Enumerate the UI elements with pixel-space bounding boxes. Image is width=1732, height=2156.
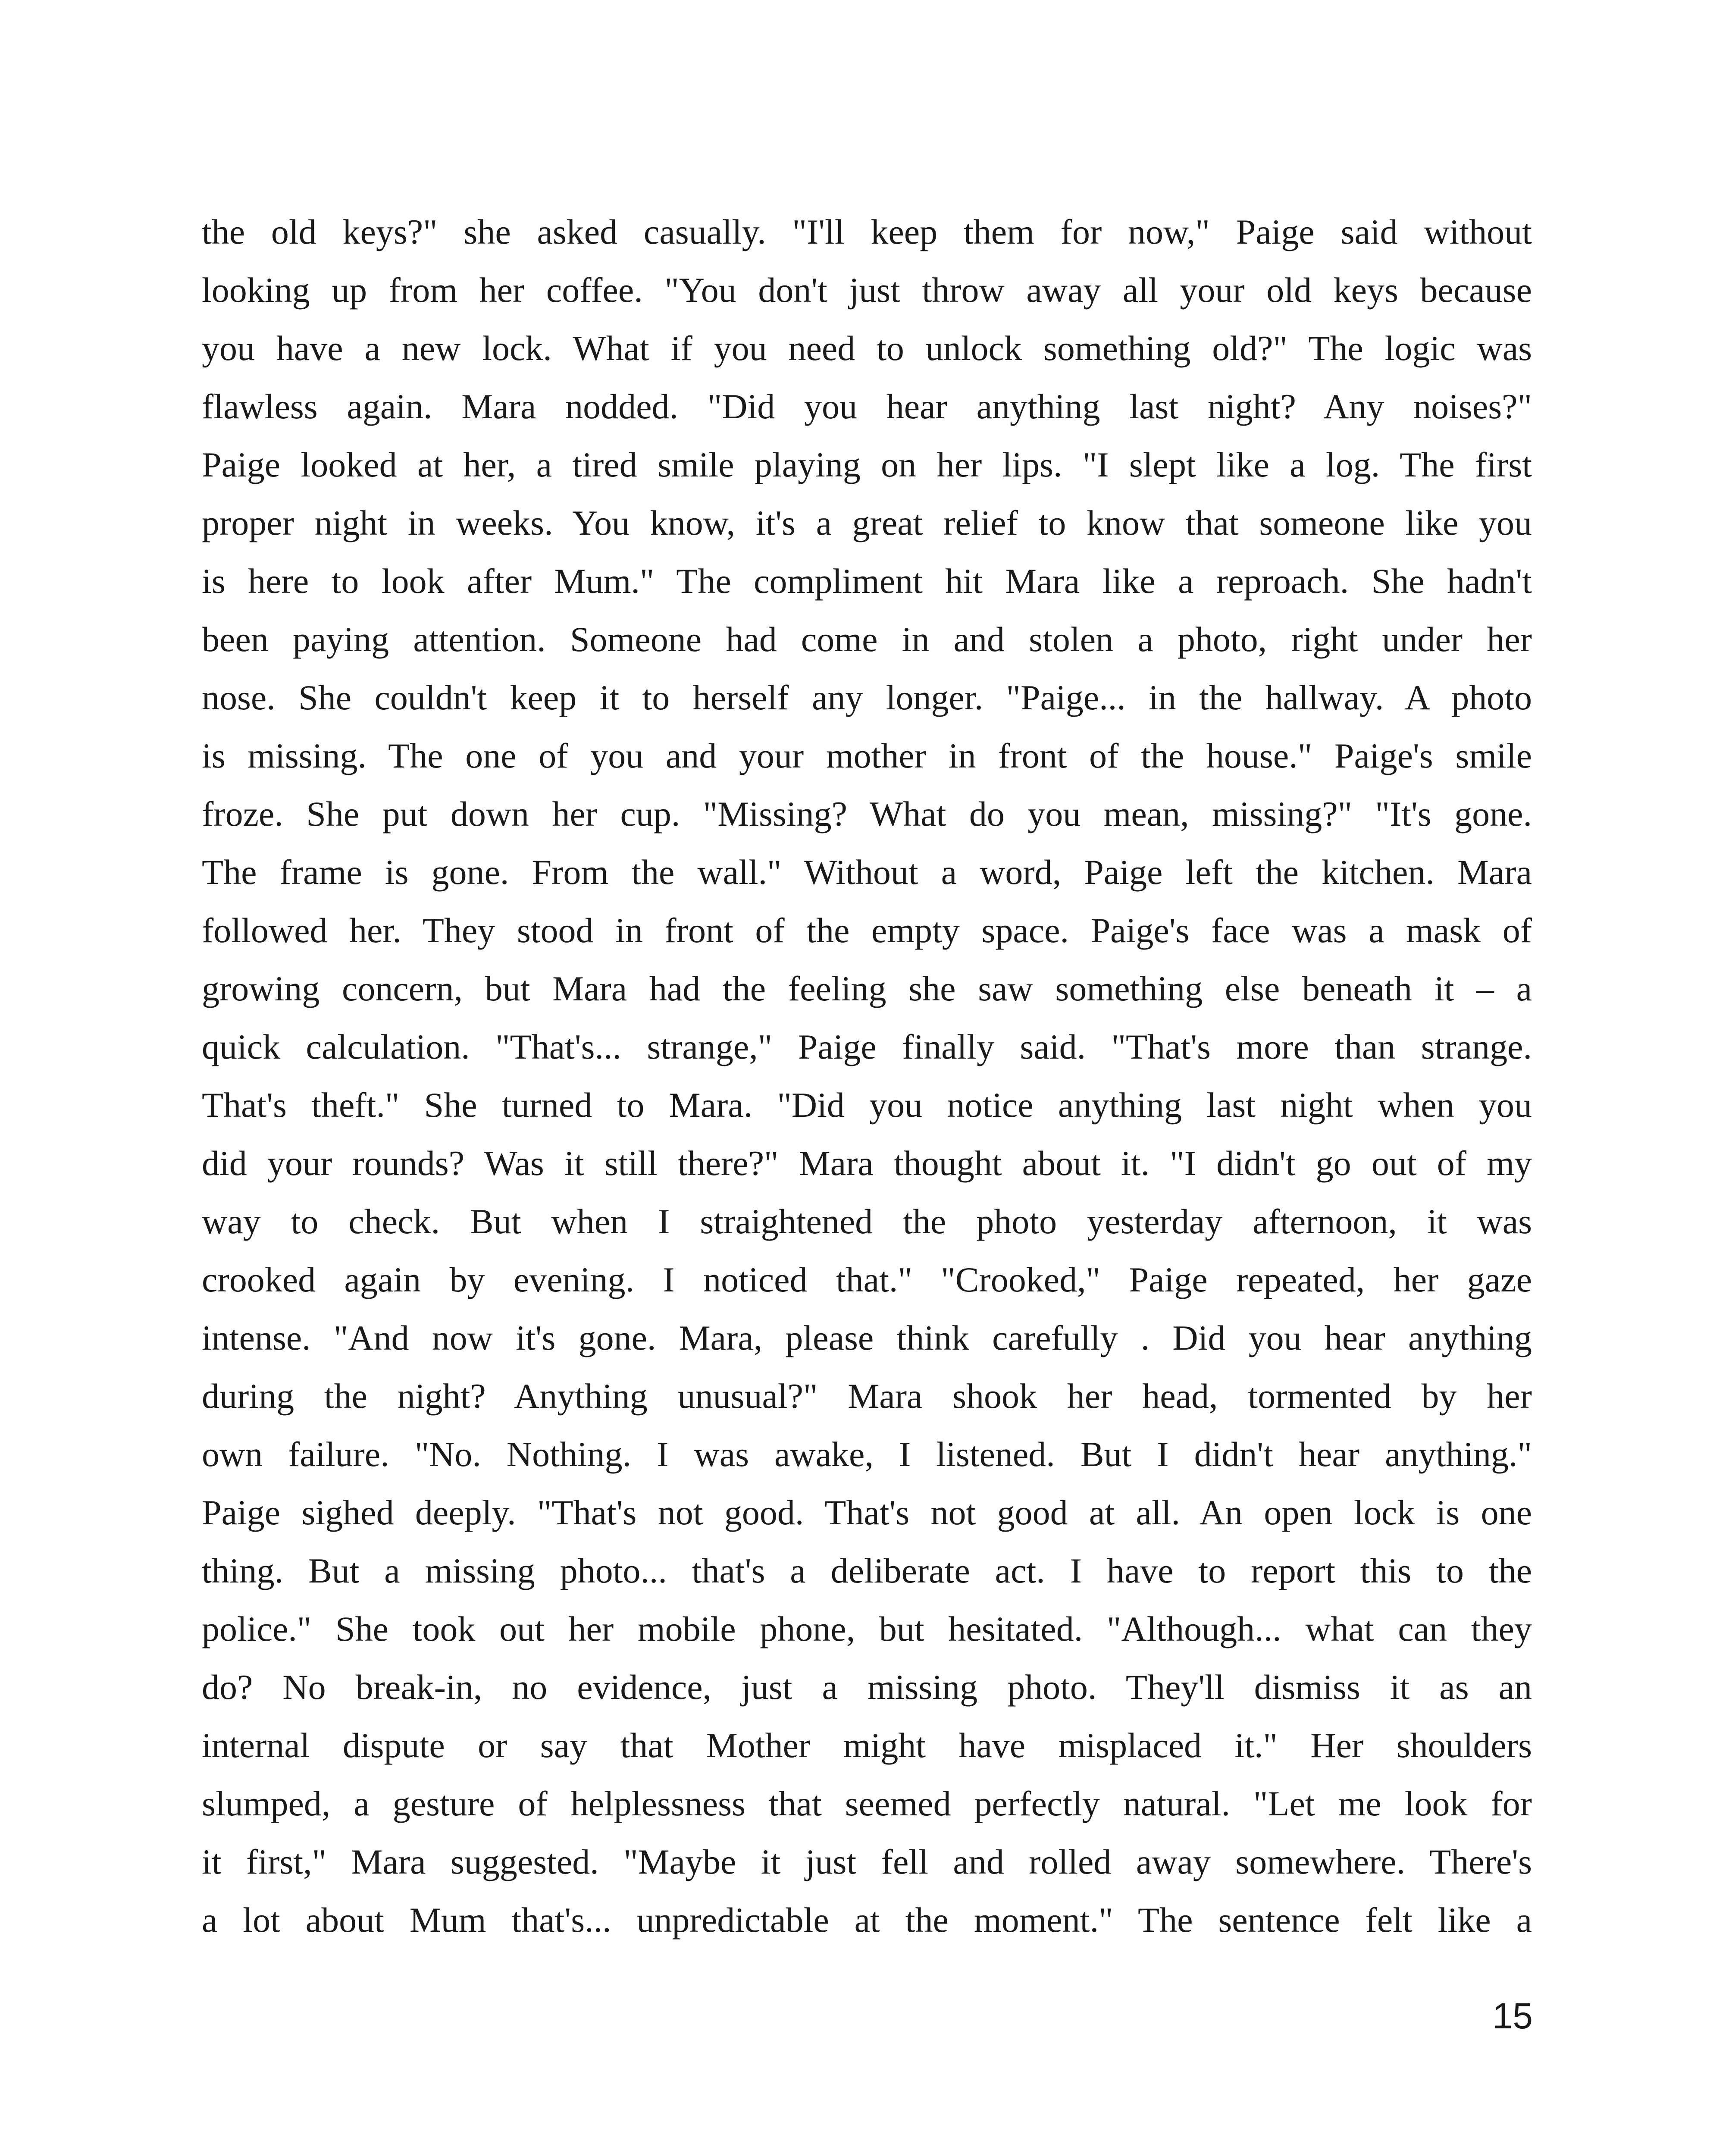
text-line: been paying attention. Someone had come in and stolen a photo, right under her: [202, 620, 1532, 659]
text-line: crooked again by evening. I noticed that." "Crooked," Paige repeated, her gaze: [202, 1260, 1532, 1299]
text-line: police." She took out her mobile phone, but hesitated. "Although... what can they: [202, 1609, 1532, 1648]
text-line: it first," Mara suggested. "Maybe it just fell and rolled away somewhere. There's: [202, 1842, 1532, 1881]
text-line: you have a new lock. What if you need to unlock something old?" The logic was: [202, 329, 1532, 368]
text-line: That's theft." She turned to Mara. "Did you notice anything last night when you: [202, 1085, 1532, 1125]
text-line: growing concern, but Mara had the feeling she saw something else beneath it – a: [202, 969, 1532, 1008]
text-line: way to check. But when I straightened the photo yesterday afternoon, it was: [202, 1202, 1532, 1241]
text-line: thing. But a missing photo... that's a deliberate act. I have to report this to the: [202, 1551, 1532, 1590]
text-line: own failure. "No. Nothing. I was awake, I listened. But I didn't hear anything.": [202, 1435, 1532, 1474]
text-line: do? No break-in, no evidence, just a missing photo. They'll dismiss it as an: [202, 1667, 1532, 1707]
text-line: proper night in weeks. You know, it's a great relief to know that someone like you: [202, 503, 1532, 542]
text-line: is missing. The one of you and your mother in front of the house." Paige's smile: [202, 736, 1532, 775]
text-line: nose. She couldn't keep it to herself any longer. "Paige... in the hallway. A photo: [202, 678, 1532, 717]
text-line: Paige sighed deeply. "That's not good. That's not good at all. An open lock is one: [202, 1493, 1532, 1532]
text-line: the old keys?" she asked casually. "I'll keep them for now," Paige said without: [202, 212, 1532, 251]
text-line: quick calculation. "That's... strange," Paige finally said. "That's more than strange.: [202, 1027, 1532, 1066]
text-line: followed her. They stood in front of the empty space. Paige's face was a mask of: [202, 911, 1532, 950]
text-line: froze. She put down her cup. "Missing? What do you mean, missing?" "It's gone.: [202, 794, 1532, 834]
text-line: flawless again. Mara nodded. "Did you hear anything last night? Any noises?": [202, 387, 1532, 426]
text-line: did your rounds? Was it still there?" Mara thought about it. "I didn't go out of my: [202, 1144, 1532, 1183]
text-line: looking up from her coffee. "You don't just throw away all your old keys because: [202, 270, 1532, 310]
text-line: a lot about Mum that's... unpredictable at the moment." The sentence felt like a: [202, 1900, 1532, 1940]
body-text: [202, 203, 1532, 1949]
text-line: is here to look after Mum." The compliment hit Mara like a reproach. She hadn't: [202, 561, 1532, 601]
text-line: intense. "And now it's gone. Mara, please think carefully . Did you hear anything: [202, 1318, 1532, 1357]
text-line: slumped, a gesture of helplessness that seemed perfectly natural. "Let me look for: [202, 1784, 1532, 1823]
page-number: 15: [1492, 1996, 1533, 2036]
text-line: during the night? Anything unusual?" Mara shook her head, tormented by her: [202, 1376, 1532, 1416]
text-line: internal dispute or say that Mother might have misplaced it." Her shoulders: [202, 1726, 1532, 1765]
text-line: The frame is gone. From the wall." Without a word, Paige left the kitchen. Mara: [202, 852, 1532, 892]
text-line: Paige looked at her, a tired smile playing on her lips. "I slept like a log. The first: [202, 445, 1532, 484]
